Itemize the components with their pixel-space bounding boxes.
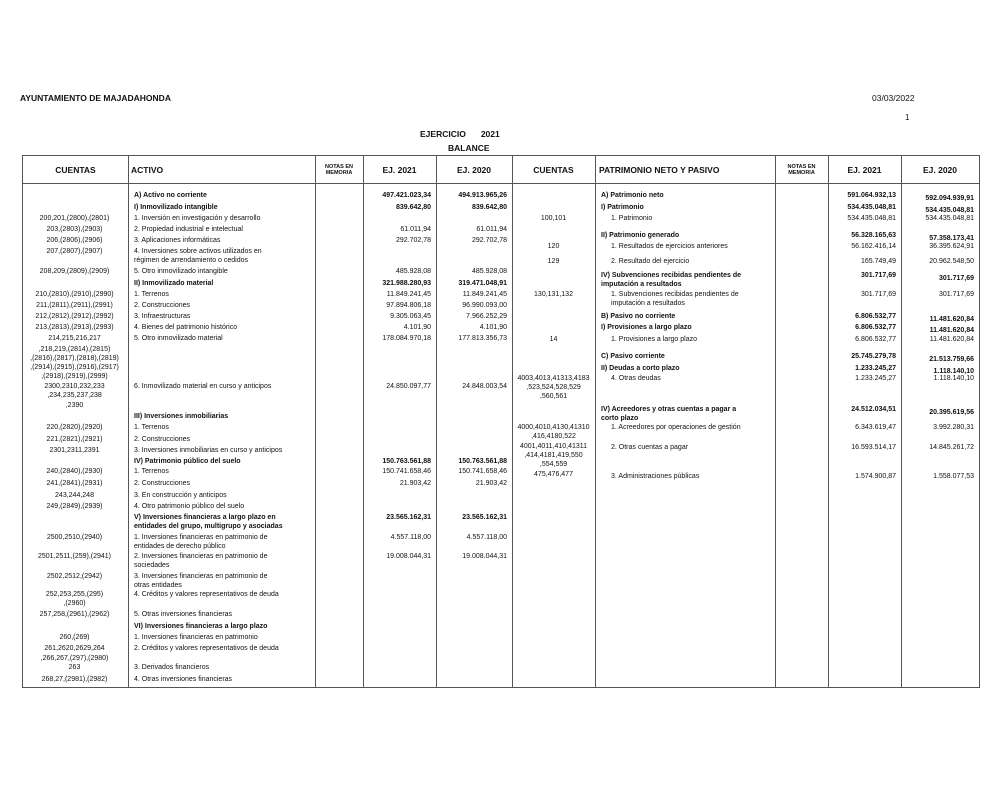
column-divider xyxy=(595,156,596,687)
section-heading: II) Patrimonio generado xyxy=(601,232,680,239)
amount-2021: 56.328.165,63 xyxy=(851,232,896,239)
account-codes: 268,27,(2981),(2982) xyxy=(41,676,108,683)
account-codes: 212,(2812),(2912),(2992) xyxy=(35,313,114,320)
column-divider xyxy=(775,156,776,687)
amount-2021: 6.806.532,77 xyxy=(855,313,896,320)
account-codes: ,2390 xyxy=(65,402,84,409)
amount-2021: 4.557.118,00 xyxy=(390,534,431,541)
amount-2021: 19.008.044,31 xyxy=(386,553,431,560)
account-codes: 203,(2803),(2903) xyxy=(46,226,103,233)
amount-2020: 11.849.241,45 xyxy=(462,291,507,298)
amount-2020: 292.702,78 xyxy=(471,237,507,244)
col-header-notas: NOTAS EN MEMORIA xyxy=(324,163,353,176)
line-item-label: 3. Aplicaciones informáticas xyxy=(134,237,221,244)
line-item-label: 3. En construcción y anticipos xyxy=(134,492,227,499)
account-codes: ,(2918),(2919),(2999) xyxy=(41,373,108,380)
account-codes: ,(2914),(2915),(2916),(2917) xyxy=(30,364,119,371)
amount-2020: 177.813.356,73 xyxy=(458,335,507,342)
report-title: BALANCE xyxy=(448,143,490,153)
amount-2020: 20.962.548,50 xyxy=(929,258,974,265)
line-item-label-cont: imputación a resultados xyxy=(601,281,682,288)
account-codes: 2300,2310,232,233 xyxy=(44,383,105,390)
amount-2021: 485.928,08 xyxy=(395,268,431,275)
line-item-label: 2. Créditos y valores representativos de deuda xyxy=(134,645,279,652)
account-codes: 213,(2813),(2913),(2993) xyxy=(35,324,114,331)
amount-2020: 7.966.252,29 xyxy=(466,313,507,320)
account-codes: 220,(2820),(2920) xyxy=(46,424,103,431)
col-header-notas-pasivo: NOTAS EN MEMORIA xyxy=(787,163,816,176)
line-item-label-cont: corto plazo xyxy=(601,415,639,422)
amount-2021: 321.988.280,93 xyxy=(382,280,431,287)
line-item-label-cont: régimen de arrendamiento o cedidos xyxy=(134,257,249,264)
amount-2020: 150.763.561,88 xyxy=(458,458,507,465)
account-codes: 241,(2841),(2931) xyxy=(46,480,103,487)
account-codes: 261,2620,2629,264 xyxy=(44,645,105,652)
account-codes: 475,476,477 xyxy=(534,471,573,478)
amount-2021: 534.435.048,81 xyxy=(847,215,896,222)
amount-2021: 24.512.034,51 xyxy=(851,406,896,413)
col-header-cuentas: CUENTAS xyxy=(55,164,96,175)
amount-2020: 301.717,69 xyxy=(938,291,974,298)
account-codes: 14 xyxy=(549,336,558,343)
account-codes: 2501,2511,(259),(2941) xyxy=(37,553,112,560)
section-heading: IV) Patrimonio público del suelo xyxy=(134,458,241,465)
account-codes: 200,201,(2800),(2801) xyxy=(39,215,110,222)
section-heading: II) Inmovilizado material xyxy=(134,280,214,287)
amount-2021: 16.593.514,17 xyxy=(851,444,896,451)
section-heading: V) Inversiones financieras a largo plazo en xyxy=(134,514,276,521)
account-codes: 129 xyxy=(547,258,560,265)
amount-2021: 24.850.097,77 xyxy=(386,383,431,390)
account-codes: 208,209,(2809),(2909) xyxy=(39,268,110,275)
line-item-label: 2. Otras cuentas a pagar xyxy=(611,444,689,451)
amount-2020: 1.118.140,10 xyxy=(933,368,974,375)
column-divider xyxy=(315,156,316,687)
section-heading: I) Patrimonio xyxy=(601,204,644,211)
amount-2021: 1.233.245,27 xyxy=(855,375,896,382)
amount-2021: 534.435.048,81 xyxy=(847,204,896,211)
account-codes: 100,101 xyxy=(540,215,567,222)
amount-2021: 497.421.023,34 xyxy=(382,192,431,199)
amount-2021: 301.717,69 xyxy=(860,291,896,298)
section-heading: VI) Inversiones financieras a largo plazo xyxy=(134,623,268,630)
line-item-label: 1. Acreedores por operaciones de gestión xyxy=(611,424,741,431)
line-item-label: 4. Créditos y valores representativos de deuda xyxy=(134,591,279,598)
column-divider xyxy=(512,156,513,687)
amount-2021: 61.011,94 xyxy=(400,226,431,233)
line-item-label: 2. Construcciones xyxy=(134,436,191,443)
amount-2021: 21.903,42 xyxy=(399,480,431,487)
account-codes: 2500,2510,(2940) xyxy=(46,534,103,541)
line-item-label: 1. Inversiones financieras en patrimonio xyxy=(134,634,258,641)
page-number: 1 xyxy=(905,113,910,122)
col-header-pasivo: PATRIMONIO NETO Y PASIVO xyxy=(599,164,720,175)
amount-2020: 23.565.162,31 xyxy=(462,514,507,521)
account-codes: ,218,219,(2814),(2815) xyxy=(38,346,111,353)
line-item-label: 4. Bienes del patrimonio histórico xyxy=(134,324,238,331)
account-codes: 243,244,248 xyxy=(55,492,94,499)
line-item-label: 2. Construcciones xyxy=(134,480,191,487)
line-item-label: 3. Infraestructuras xyxy=(134,313,191,320)
account-codes: ,(2960) xyxy=(63,600,86,607)
line-item-label: 3. Inversiones financieras en patrimonio de xyxy=(134,573,268,580)
ejercicio-heading xyxy=(420,129,515,139)
account-codes: 2301,2311,2391 xyxy=(49,447,100,454)
account-codes: 260,(269) xyxy=(59,634,90,641)
line-item-label: 1. Resultados de ejercicios anteriores xyxy=(611,243,728,250)
report-date: 03/03/2022 xyxy=(872,93,915,103)
account-codes: ,416,4180,522 xyxy=(531,433,576,440)
section-heading: A) Activo no corriente xyxy=(134,192,207,199)
line-item-label: 4. Otras deudas xyxy=(611,375,661,382)
account-codes: 214,215,216,217 xyxy=(48,335,101,342)
amount-2020: 485.928,08 xyxy=(471,268,507,275)
header-divider xyxy=(23,183,979,184)
amount-2020: 534.435.048,81 xyxy=(925,207,974,214)
account-codes: 4003,4013,41313,4183 xyxy=(517,375,590,382)
account-codes: 130,131,132 xyxy=(534,291,573,298)
line-item-label: 3. Inversiones inmobiliarias en curso y anticipos xyxy=(134,447,283,454)
amount-2021: 1.574.900,87 xyxy=(855,473,896,480)
line-item-label: 2. Resultado del ejercicio xyxy=(611,258,690,265)
amount-2020: 592.094.939,91 xyxy=(925,195,974,202)
account-codes: 206,(2806),(2906) xyxy=(46,237,103,244)
account-codes: 252,253,255,(295) xyxy=(45,591,104,598)
amount-2020: 36.395.624,91 xyxy=(929,243,974,250)
amount-2021: 6.343.619,47 xyxy=(855,424,896,431)
amount-2021: 150.741.658,46 xyxy=(382,468,431,475)
line-item-label: 1. Terrenos xyxy=(134,291,169,298)
amount-2020: 4.557.118,00 xyxy=(466,534,507,541)
ejercicio-year: 2021 xyxy=(480,129,500,139)
account-codes: 257,258,(2961),(2962) xyxy=(39,611,110,618)
section-heading: I) Provisiones a largo plazo xyxy=(601,324,692,331)
account-codes: ,266,267,(297),(2980) xyxy=(40,655,109,662)
amount-2020: 19.008.044,31 xyxy=(462,553,507,560)
account-codes: ,414,4181,419,550 xyxy=(524,452,583,459)
section-heading: C) Pasivo corriente xyxy=(601,353,665,360)
line-item-label-cont: otras entidades xyxy=(134,582,182,589)
amount-2021: 165.749,49 xyxy=(860,258,896,265)
line-item-label-cont: entidades de derecho público xyxy=(134,543,226,550)
column-divider xyxy=(128,156,129,687)
line-item-label: 3. Derivados financieros xyxy=(134,664,210,671)
account-codes: ,234,235,237,238 xyxy=(47,392,102,399)
section-heading: IV) Acreedores y otras cuentas a pagar a xyxy=(601,406,737,413)
amount-2020: 301.717,69 xyxy=(938,275,974,282)
amount-2020: 14.845.261,72 xyxy=(929,444,974,451)
line-item-label: 1. Terrenos xyxy=(134,468,169,475)
amount-2020: 319.471.048,91 xyxy=(458,280,507,287)
line-item-label: 2. Inversiones financieras en patrimonio de xyxy=(134,553,268,560)
line-item-label: 4. Otras inversiones financieras xyxy=(134,676,233,683)
col-header-ej2021: EJ. 2021 xyxy=(382,164,417,175)
account-codes: ,560,561 xyxy=(539,393,568,400)
amount-2021: 301.717,69 xyxy=(860,272,896,279)
account-codes: 221,(2821),(2921) xyxy=(46,436,103,443)
account-codes: 4000,4010,4130,41310 xyxy=(517,424,590,431)
amount-2020: 21.513.759,66 xyxy=(929,356,974,363)
amount-2021: 178.084.970,18 xyxy=(382,335,431,342)
amount-2020: 4.101,90 xyxy=(479,324,507,331)
line-item-label: 1. Inversión en investigación y desarrollo xyxy=(134,215,261,222)
line-item-label: 1. Inversiones financieras en patrimonio de xyxy=(134,534,268,541)
amount-2021: 11.849.241,45 xyxy=(386,291,431,298)
account-codes: 207,(2807),(2907) xyxy=(46,248,103,255)
amount-2021: 9.305.063,45 xyxy=(390,313,431,320)
line-item-label: 1. Provisiones a largo plazo xyxy=(611,336,697,343)
account-codes: ,(2816),(2817),(2818),(2819) xyxy=(30,355,119,362)
line-item-label: 5. Otro inmovilizado material xyxy=(134,335,223,342)
amount-2021: 4.101,90 xyxy=(403,324,431,331)
line-item-label: 6. Inmovilizado material en curso y anticipos xyxy=(134,383,272,390)
account-codes: 263 xyxy=(68,664,81,671)
amount-2021: 6.806.532,77 xyxy=(855,336,896,343)
col-header-cuentas-pasivo: CUENTAS xyxy=(533,164,574,175)
amount-2020: 839.642,80 xyxy=(471,204,507,211)
section-heading: III) Inversiones inmobiliarias xyxy=(134,413,229,420)
account-codes: 210,(2810),(2910),(2990) xyxy=(35,291,114,298)
account-codes: ,554,559 xyxy=(539,461,568,468)
line-item-label: 5. Otro inmovilizado intangible xyxy=(134,268,228,275)
amount-2021: 97.894.806,18 xyxy=(386,302,431,309)
col-header-ej2020-pasivo: EJ. 2020 xyxy=(922,164,958,175)
amount-2021: 6.806.532,77 xyxy=(855,324,896,331)
account-codes: 211,(2811),(2911),(2991) xyxy=(36,302,113,309)
line-item-label: 4. Inversiones sobre activos utilizados en xyxy=(134,248,262,255)
amount-2020: 20.395.619,56 xyxy=(929,409,974,416)
org-name: AYUNTAMIENTO DE MAJADAHONDA xyxy=(20,93,171,103)
amount-2020: 150.741.658,46 xyxy=(458,468,507,475)
col-header-activo: ACTIVO xyxy=(131,164,164,175)
line-item-label: 4. Otro patrimonio público del suelo xyxy=(134,503,245,510)
amount-2020: 57.358.173,41 xyxy=(929,235,974,242)
section-heading: I) Inmovilizado intangible xyxy=(134,204,218,211)
amount-2020: 24.848.003,54 xyxy=(462,383,507,390)
line-item-label: 1. Subvenciones recibidas pendientes de xyxy=(611,291,739,298)
amount-2020: 494.913.965,26 xyxy=(458,192,507,199)
col-header-ej2021-pasivo: EJ. 2021 xyxy=(847,164,882,175)
account-codes: 249,(2849),(2939) xyxy=(46,503,103,510)
amount-2021: 56.162.416,14 xyxy=(851,243,896,250)
amount-2020: 1.118.140,10 xyxy=(933,375,974,382)
line-item-label: 2. Propiedad industrial e intelectual xyxy=(134,226,243,233)
line-item-label-cont: entidades del grupo, multigrupo y asociadas xyxy=(134,523,283,530)
section-heading: IV) Subvenciones recibidas pendientes de xyxy=(601,272,742,279)
section-heading: II) Deudas a corto plazo xyxy=(601,365,680,372)
section-heading: B) Pasivo no corriente xyxy=(601,313,676,320)
amount-2020: 96.990.093,00 xyxy=(462,302,507,309)
section-heading: A) Patrimonio neto xyxy=(601,192,664,199)
col-header-ej2020: EJ. 2020 xyxy=(456,164,492,175)
amount-2020: 61.011,94 xyxy=(476,226,507,233)
amount-2021: 23.565.162,31 xyxy=(386,514,431,521)
line-item-label-cont: imputación a resultados xyxy=(611,300,685,307)
line-item-label: 1. Patrimonio xyxy=(611,215,653,222)
balance-table xyxy=(22,155,980,688)
amount-2020: 11.481.620,84 xyxy=(929,327,974,334)
account-codes: 240,(2840),(2930) xyxy=(46,468,103,475)
account-codes: 120 xyxy=(547,243,560,250)
line-item-label: 1. Terrenos xyxy=(134,424,169,431)
amount-2020: 1.558.077,53 xyxy=(933,473,974,480)
account-codes: 2502,2512,(2942) xyxy=(46,573,103,580)
amount-2021: 292.702,78 xyxy=(395,237,431,244)
line-item-label: 2. Construcciones xyxy=(134,302,191,309)
amount-2021: 839.642,80 xyxy=(395,204,431,211)
amount-2021: 150.763.561,88 xyxy=(382,458,431,465)
amount-2020: 534.435.048,81 xyxy=(925,215,974,222)
line-item-label-cont: sociedades xyxy=(134,562,170,569)
amount-2020: 21.903,42 xyxy=(475,480,507,487)
amount-2021: 591.064.932,13 xyxy=(847,192,896,199)
line-item-label: 5. Otras inversiones financieras xyxy=(134,611,233,618)
amount-2020: 11.481.620,84 xyxy=(929,336,974,343)
line-item-label: 3. Administraciones públicas xyxy=(611,473,700,480)
ejercicio-label: EJERCICIO xyxy=(420,129,466,139)
amount-2021: 1.233.245,27 xyxy=(855,365,896,372)
amount-2020: 11.481.620,84 xyxy=(929,316,974,323)
account-codes: ,523,524,528,529 xyxy=(526,384,581,391)
amount-2021: 25.745.279,78 xyxy=(851,353,896,360)
amount-2020: 3.992.280,31 xyxy=(933,424,974,431)
account-codes: 4001,4011,410,41311 xyxy=(519,443,588,450)
